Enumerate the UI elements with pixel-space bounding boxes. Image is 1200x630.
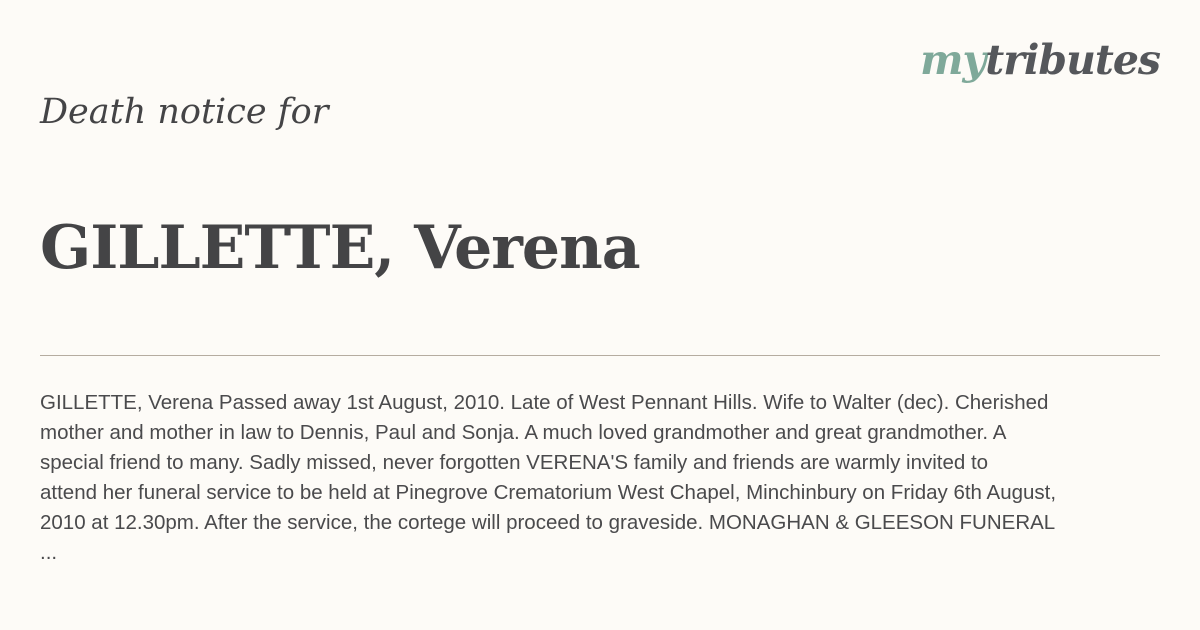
notice-body-line: GILLETTE, Verena Passed away 1st August, 2010. Late of West Pennant Hills. Wife to Walter (dec). Cherished (40, 391, 1049, 414)
deceased-name: GILLETTE, Verena (40, 213, 640, 283)
notice-body-line: attend her funeral service to be held at Pinegrove Crematorium West Chapel, Minchinbury on Friday 6th August, (40, 481, 1057, 504)
logo-my: my (920, 36, 986, 84)
notice-body-line: mother and mother in law to Dennis, Paul and Sonja. A much loved grandmother and great grandmother. A (40, 421, 1007, 444)
notice-body-line: special friend to many. Sadly missed, never forgotten VERENA'S family and friends are warmly invited to (40, 451, 989, 474)
notice-body-line: 2010 at 12.30pm. After the service, the cortege will proceed to graveside. MONAGHAN & GLEESON FUNERAL (40, 511, 1056, 534)
notice-body-ellipsis: ... (40, 541, 58, 564)
divider (40, 355, 1160, 356)
logo-tributes: tributes (985, 36, 1160, 84)
mytributes-logo[interactable] (920, 36, 1160, 84)
notice-body (40, 388, 1160, 568)
notice-subtitle: Death notice for (40, 92, 329, 132)
